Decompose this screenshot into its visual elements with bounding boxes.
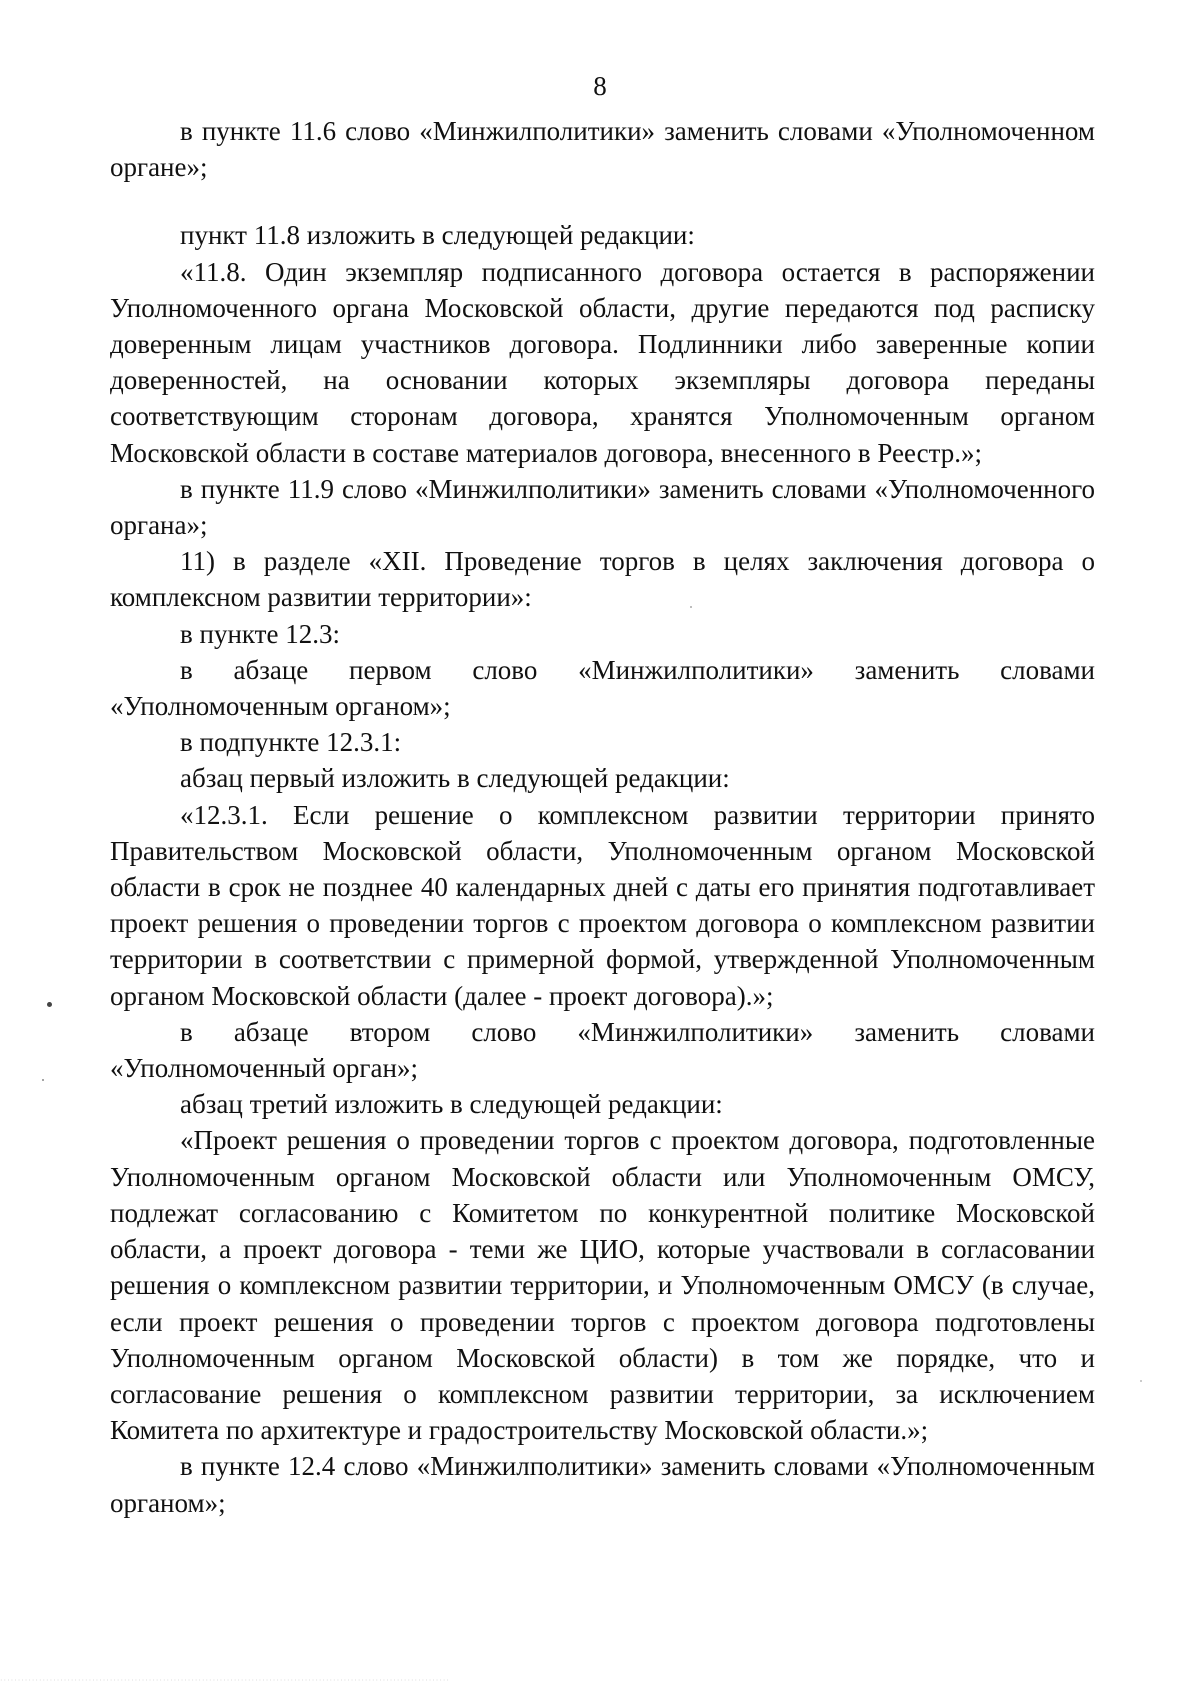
paragraph-12-3-1-intro: в подпункте 12.3.1: [180, 727, 402, 758]
paragraph-12-4-amendment: в пункте 12.4 слово «Минжилполитики» заменить словами «Уполномоченным органом»; [110, 1451, 1095, 1518]
scan-speck [42, 1079, 44, 1081]
paragraph-second-abzac: в абзаце втором слово «Минжилполитики» заменить словами «Уполномоченный орган»; [110, 1016, 1095, 1084]
scan-speck [1140, 1380, 1142, 1382]
paragraph-12-3-1-text: «12.3.1. Если решение о комплексном развитии территории принято Правительством Московской области, Уполномоченным органом Московской области в срок не позднее 40 календарных дней с даты его принятия подготавливает проект решения о проведении торгов с проектом договора о комплексном развитии территории в соответствии с примерной формой, утвержденной Уполномоченным органом Московской области (далее - проект договора).»; [110, 799, 1095, 1011]
scan-speck [47, 1002, 52, 1007]
scan-footer-artifact: ······························································································································· [0, 1676, 450, 1685]
paragraph-third-abzac-intro: абзац третий изложить в следующей редакции: [180, 1089, 723, 1120]
paragraph-12-3-intro: в пункте 12.3: [180, 618, 340, 649]
page-number: 8 [593, 71, 607, 101]
paragraph-11-8-text: «11.8. Один экземпляр подписанного договора остается в распоряжении Уполномоченного органа Московской области, другие передаются под расписку доверенным лицам участников договора. Подлинники либо заверенные копии доверенностей, на основании которых экземпляры договора переданы соответствующим сторонам договора, хранятся Уполномоченным органом Московской области в составе материалов договора, внесенного в Реестр.»; [110, 256, 1095, 468]
scan-speck [690, 606, 692, 608]
paragraph-11-9-amendment: в пункте 11.9 слово «Минжилполитики» заменить словами «Уполномоченного органа»; [110, 473, 1095, 541]
paragraph-first-abzac-intro: абзац первый изложить в следующей редакции: [180, 763, 730, 794]
paragraph-third-abzac-text: «Проект решения о проведении торгов с проектом договора, подготовленные Уполномоченным органом Московской области или Уполномоченным ОМСУ, подлежат согласованию с Комитетом по конкурентной политике Московской области, а проект договора - теми же ЦИО, которые участвовали в согласовании решения о комплексном развитии территории, и Уполномоченным ОМСУ (в случае, если проект решения о проведении торгов с проектом договора подготовлены Уполномоченным органом Московской области) в том же порядке, что и согласование решения о комплексном развитии территории, за исключением Комитета по архитектуре и градостроительству Московской области.»; [110, 1125, 1095, 1446]
paragraph-section-xii: 11) в разделе «XII. Проведение торгов в целях заключения договора о комплексном развитии территории»: [110, 546, 1095, 613]
paragraph-11-8-intro: пункт 11.8 изложить в следующей редакции: [180, 220, 695, 251]
paragraph-11-6-amendment: в пункте 11.6 слово «Минжилполитики» заменить словами «Уполномоченном органе»; [110, 116, 1095, 183]
paragraph-12-3-first-abzac: в абзаце первом слово «Минжилполитики» заменить словами «Уполномоченным органом»; [110, 654, 1095, 722]
document-body [110, 113, 1095, 1521]
